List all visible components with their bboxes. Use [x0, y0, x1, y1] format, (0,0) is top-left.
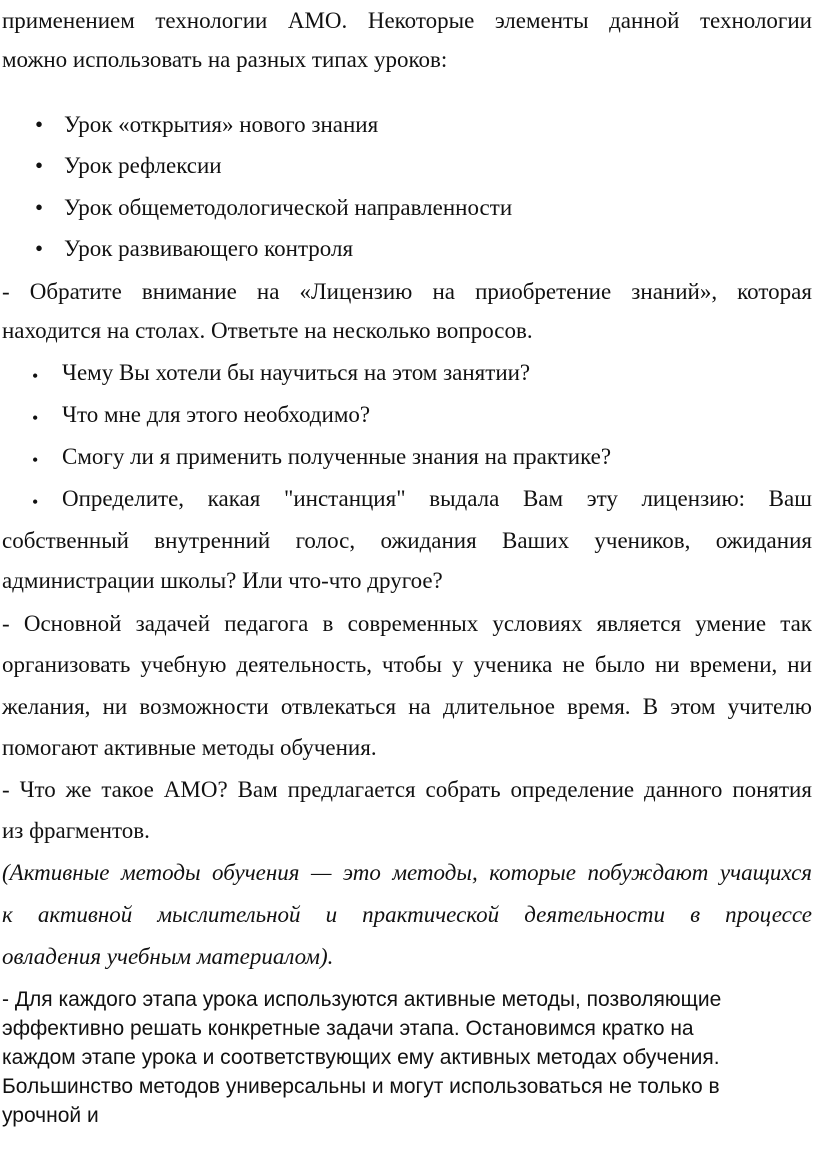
word: желания,: [2, 694, 91, 719]
paragraph-1-line-2: можно использовать на разных типах уроков:: [2, 47, 448, 72]
word: которые: [489, 860, 576, 885]
paragraph-1-line-1: [2, 6, 812, 36]
word: лицензию:: [641, 486, 746, 511]
word: педагога: [224, 611, 309, 636]
word: процессе: [725, 902, 812, 927]
word: деятельности: [524, 902, 666, 927]
word: методы: [120, 860, 201, 885]
paragraph-5-line-4: Большинство методов универсальны и могут использоваться не только в: [2, 1075, 720, 1098]
word: внутренний: [154, 528, 271, 553]
bullet-icon: •: [32, 492, 39, 512]
word: знаний»,: [631, 279, 718, 304]
word: учащихся: [719, 860, 812, 885]
word: технологии: [699, 8, 812, 33]
word: В: [642, 694, 659, 719]
word: умение: [695, 611, 767, 636]
word: учеников,: [594, 528, 691, 553]
word: Ваших: [502, 528, 570, 553]
word: учителю: [727, 694, 812, 719]
word: ожидания: [715, 528, 812, 553]
word: задачей: [135, 611, 211, 636]
word: -: [2, 611, 10, 636]
word: «Лицензию: [299, 279, 413, 304]
list-2-item-4-line-1: [62, 484, 812, 514]
word: предлагается: [287, 777, 416, 802]
word: применением: [2, 8, 135, 33]
word: которая: [737, 279, 812, 304]
word: не: [562, 652, 585, 677]
word: практической: [362, 902, 500, 927]
word: в: [322, 611, 334, 636]
word: собрать: [425, 777, 501, 802]
word: условиях: [492, 611, 583, 636]
word: это: [342, 860, 381, 885]
word: выдала: [429, 486, 500, 511]
word: на: [432, 279, 455, 304]
word: "инстанция": [283, 486, 406, 511]
bullet-icon: •: [35, 236, 44, 261]
word: активной: [37, 902, 133, 927]
paragraph-2-line-2: находится на столах. Ответьте на несколько вопросов.: [2, 318, 533, 343]
word: Обратите: [29, 279, 122, 304]
word: определение: [510, 777, 635, 802]
word: Вам: [522, 486, 564, 511]
word: (Активные: [2, 860, 110, 885]
word: к: [2, 902, 13, 927]
word: время.: [567, 694, 631, 719]
paragraph-4-line-1: [2, 775, 812, 805]
word: такое: [101, 777, 154, 802]
word: в: [690, 902, 701, 927]
list-2-item-1: Чему Вы хотели бы научиться на этом занятии?: [62, 360, 531, 385]
word: времени,: [689, 652, 778, 677]
word: АМО.: [287, 8, 348, 33]
bullet-icon: •: [35, 112, 44, 137]
word: ни: [654, 652, 680, 677]
list-1-item-2: Урок рефлексии: [64, 153, 222, 178]
word: длительное: [442, 694, 555, 719]
word: ожидания: [380, 528, 477, 553]
paragraph-4-line-2: из фрагментов.: [2, 818, 150, 843]
definition-line-3: овладения учебным материалом).: [2, 944, 334, 969]
bullet-icon: •: [32, 450, 39, 470]
definition-line-1: [2, 858, 812, 888]
paragraph-5-line-1: - Для каждого этапа урока используются активные методы, позволяющие: [2, 988, 722, 1011]
word: на: [256, 279, 280, 304]
word: Вам: [237, 777, 278, 802]
word: современных: [347, 611, 479, 636]
word: понятия: [732, 777, 812, 802]
list-2-item-4-line-2: [2, 526, 812, 556]
paragraph-5-line-3: каждом этапе урока и соответствующих ему активных методах обучения.: [2, 1046, 720, 1069]
word: элементы: [494, 8, 589, 33]
word: приобретение: [475, 279, 612, 304]
list-2-item-4-line-3: администрации школы? Или что-что другое?: [2, 568, 443, 593]
word: внимание: [141, 279, 237, 304]
paragraph-3-line-2: [2, 650, 812, 680]
paragraph-5-line-2: эффективно решать конкретные задачи этапа. Остановимся кратко на: [2, 1017, 694, 1040]
list-1-item-1: Урок «открытия» нового знания: [64, 112, 379, 137]
definition-line-2: [2, 900, 812, 930]
word: же: [65, 777, 92, 802]
word: организовать: [2, 652, 131, 677]
word: является: [596, 611, 682, 636]
word: учебную: [140, 652, 227, 677]
word: Основной: [23, 611, 122, 636]
list-1-item-3: Урок общеметодологической направленности: [64, 195, 513, 220]
word: так: [780, 611, 812, 636]
bullet-icon: •: [35, 195, 44, 220]
word: данной: [609, 8, 680, 33]
list-1-item-4: Урок развивающего контроля: [64, 236, 354, 261]
word: -: [2, 777, 10, 802]
word: и: [325, 902, 338, 927]
word: мыслительной: [157, 902, 301, 927]
paragraph-2-line-1: [2, 277, 812, 307]
word: голос,: [295, 528, 356, 553]
paragraph-3-line-4: помогают активные методы обучения.: [2, 735, 377, 760]
word: чтобы: [381, 652, 442, 677]
word: Что: [19, 777, 56, 802]
word: Ваш: [768, 486, 812, 511]
word: методы,: [392, 860, 478, 885]
list-2-item-3: Смогу ли я применить полученные знания на практике?: [62, 444, 612, 469]
word: ни: [787, 652, 812, 677]
word: технологии: [155, 8, 268, 33]
list-2-item-2: Что мне для этого необходимо?: [62, 402, 371, 427]
word: -: [2, 279, 10, 304]
word: какая: [207, 486, 261, 511]
bullet-icon: •: [35, 153, 44, 178]
word: АМО?: [163, 777, 228, 802]
word: эту: [586, 486, 618, 511]
word: обучения: [212, 860, 300, 885]
word: ни: [102, 694, 128, 719]
bullet-icon: •: [32, 408, 39, 428]
paragraph-3-line-1: [2, 609, 812, 639]
word: у: [451, 652, 464, 677]
word: данного: [644, 777, 723, 802]
word: побуждают: [587, 860, 709, 885]
paragraph-3-line-3: [2, 692, 812, 722]
word: Определите,: [62, 486, 185, 511]
word: было: [594, 652, 645, 677]
bullet-icon: •: [32, 366, 39, 386]
word: на: [408, 694, 431, 719]
word: этом: [670, 694, 716, 719]
word: деятельность,: [236, 652, 372, 677]
paragraph-5-line-5: урочной и: [2, 1104, 99, 1127]
word: возможности: [139, 694, 269, 719]
word: Некоторые: [367, 8, 475, 33]
word: отвлекаться: [280, 694, 397, 719]
word: собственный: [2, 528, 129, 553]
word: ученика: [473, 652, 553, 677]
word: —: [310, 860, 332, 885]
